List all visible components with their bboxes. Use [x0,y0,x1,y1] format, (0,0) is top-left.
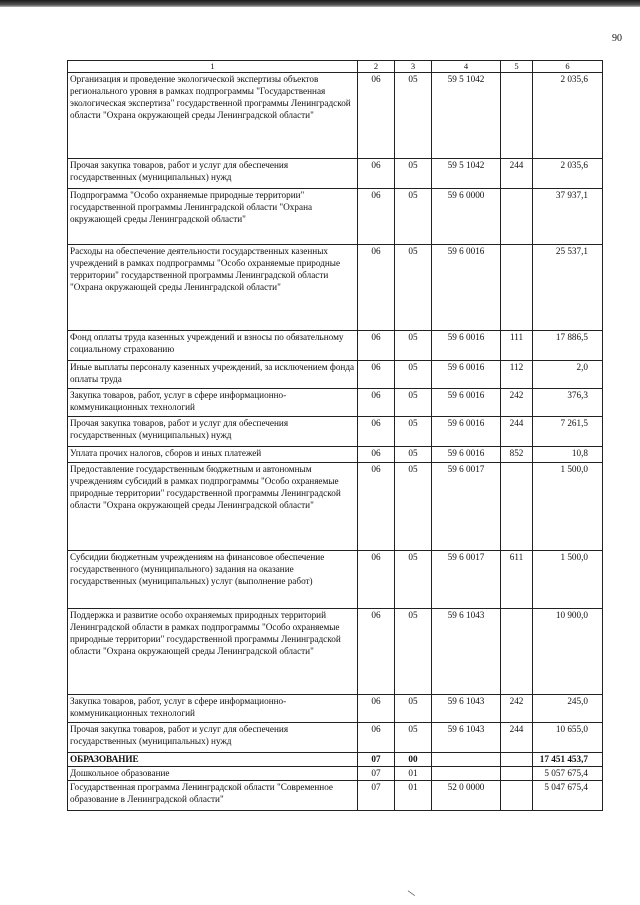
section-cell: 07 [358,753,395,767]
target-article-cell: 59 6 1043 [432,609,501,695]
subsection-cell: 05 [395,695,432,723]
target-article-cell: 59 6 1043 [432,695,501,723]
target-article-cell: 59 6 0016 [432,331,501,361]
target-article-cell: 59 6 0016 [432,361,501,389]
section-cell: 06 [358,389,395,417]
expense-type-cell: 611 [501,551,533,609]
table-row [68,189,603,245]
amount-cell: 17 886,5 [533,331,603,361]
row-name-cell: Поддержка и развитие особо охраняемых природных территорий Ленинградской области в рамках подпрограммы "Особо охраняемые природные территории" государственной программы Ленинградской области "Охрана окружающей среды Ленинградской области" [68,609,358,695]
subsection-cell: 05 [395,609,432,695]
amount-cell: 2 035,6 [533,159,603,189]
target-article-cell: 59 5 1042 [432,159,501,189]
section-cell: 06 [358,609,395,695]
expense-type-cell [501,753,533,767]
column-header: 5 [501,61,533,73]
section-cell: 06 [358,463,395,551]
table-row [68,447,603,463]
section-cell: 06 [358,189,395,245]
expense-type-cell [501,463,533,551]
row-name-cell: Организация и проведение экологической экспертизы объектов регионального уровня в рамках подпрограммы "Государственная экологическая экспертиза" государственной программы Ленинградской области "Охрана окружающей среды Ленинградской области" [68,73,358,159]
subsection-cell: 05 [395,245,432,331]
amount-cell: 10 655,0 [533,723,603,753]
table-row [68,753,603,767]
expense-type-cell: 242 [501,695,533,723]
row-name-cell: Прочая закупка товаров, работ и услуг для обеспечения государственных (муниципальных) нужд [68,417,358,447]
section-cell: 06 [358,447,395,463]
target-article-cell: 59 5 1042 [432,73,501,159]
row-name-cell: Подпрограмма "Особо охраняемые природные территории" государственной программы Ленинградской области "Охрана окружающей среды Ленинградской области" [68,189,358,245]
amount-cell: 5 057 675,4 [533,767,603,781]
section-cell: 06 [358,417,395,447]
expense-type-cell [501,73,533,159]
target-article-cell [432,767,501,781]
section-cell: 06 [358,159,395,189]
expense-type-cell [501,609,533,695]
table-row [68,767,603,781]
section-cell: 06 [358,551,395,609]
amount-cell: 1 500,0 [533,463,603,551]
column-header: 4 [432,61,501,73]
expense-type-cell: 112 [501,361,533,389]
row-name-cell: Закупка товаров, работ, услуг в сфере информационно-коммуникационных технологий [68,389,358,417]
table-row [68,331,603,361]
row-name-cell: Закупка товаров, работ, услуг в сфере информационно-коммуникационных технологий [68,695,358,723]
subsection-cell: 05 [395,331,432,361]
section-cell: 06 [358,695,395,723]
row-name-cell: Иные выплаты персоналу казенных учреждений, за исключением фонда оплаты труда [68,361,358,389]
table-row [68,159,603,189]
subsection-cell: 05 [395,361,432,389]
subsection-cell: 05 [395,417,432,447]
row-name-cell: Государственная программа Ленинградской области "Современное образование в Ленинградской области" [68,781,358,811]
section-cell: 06 [358,331,395,361]
amount-cell: 1 500,0 [533,551,603,609]
expense-type-cell: 242 [501,389,533,417]
row-name-cell: Дошкольное образование [68,767,358,781]
amount-cell: 245,0 [533,695,603,723]
budget-table [67,60,603,811]
subsection-cell: 05 [395,463,432,551]
table-row [68,245,603,331]
target-article-cell: 59 6 0016 [432,389,501,417]
subsection-cell: 01 [395,767,432,781]
subsection-cell: 05 [395,723,432,753]
scan-top-edge [0,0,640,7]
table-header-row [68,61,603,73]
table-row [68,723,603,753]
table-row [68,417,603,447]
expense-type-cell: 244 [501,159,533,189]
row-name-cell: Прочая закупка товаров, работ и услуг для обеспечения государственных (муниципальных) нужд [68,723,358,753]
amount-cell: 7 261,5 [533,417,603,447]
amount-cell: 25 537,1 [533,245,603,331]
expense-type-cell: 111 [501,331,533,361]
table-row [68,609,603,695]
row-name-cell: Предоставление государственным бюджетным и автономным учреждениям субсидий в рамках подпрограммы "Особо охраняемые природные территории" государственной программы Ленинградской области "Охрана окружающей среды Ленинградской области" [68,463,358,551]
table-row [68,389,603,417]
target-article-cell: 59 6 0000 [432,189,501,245]
subsection-cell: 05 [395,189,432,245]
target-article-cell: 52 0 0000 [432,781,501,811]
expense-type-cell [501,189,533,245]
amount-cell: 376,3 [533,389,603,417]
amount-cell: 10 900,0 [533,609,603,695]
row-name-cell: Фонд оплаты труда казенных учреждений и взносы по обязательному социальному страхованию [68,331,358,361]
target-article-cell: 59 6 0016 [432,417,501,447]
column-header: 3 [395,61,432,73]
expense-type-cell: 852 [501,447,533,463]
column-header: 2 [358,61,395,73]
target-article-cell: 59 6 0016 [432,447,501,463]
target-article-cell [432,753,501,767]
table-row [68,361,603,389]
target-article-cell: 59 6 0017 [432,551,501,609]
target-article-cell: 59 6 0016 [432,245,501,331]
amount-cell: 2 035,6 [533,73,603,159]
expense-type-cell [501,767,533,781]
subsection-cell: 00 [395,753,432,767]
expense-type-cell [501,245,533,331]
amount-cell: 5 047 675,4 [533,781,603,811]
table-row [68,781,603,811]
column-header: 6 [533,61,603,73]
expense-type-cell: 244 [501,723,533,753]
section-cell: 06 [358,73,395,159]
amount-cell: 10,8 [533,447,603,463]
subsection-cell: 01 [395,781,432,811]
row-name-cell: Расходы на обеспечение деятельности государственных казенных учреждений в рамках подпрограммы "Особо охраняемые природные территории" государственной программы Ленинградской области "Охрана окружающей среды Ленинградской области" [68,245,358,331]
table-row [68,695,603,723]
section-cell: 06 [358,245,395,331]
table-row [68,73,603,159]
subsection-cell: 05 [395,551,432,609]
section-cell: 07 [358,767,395,781]
section-cell: 06 [358,723,395,753]
amount-cell: 37 937,1 [533,189,603,245]
page-number: 90 [612,33,622,44]
row-name-cell: Субсидии бюджетным учреждениям на финансовое обеспечение государственного (муниципального) задания на оказание государственных (муниципальных) услуг (выполнение работ) [68,551,358,609]
row-name-cell: ОБРАЗОВАНИЕ [68,753,358,767]
table-row [68,463,603,551]
section-cell: 07 [358,781,395,811]
subsection-cell: 05 [395,159,432,189]
handwritten-mark: \ [406,886,417,900]
subsection-cell: 05 [395,73,432,159]
row-name-cell: Уплата прочих налогов, сборов и иных платежей [68,447,358,463]
target-article-cell: 59 6 1043 [432,723,501,753]
amount-cell: 17 451 453,7 [533,753,603,767]
amount-cell: 2,0 [533,361,603,389]
subsection-cell: 05 [395,447,432,463]
expense-type-cell: 244 [501,417,533,447]
section-cell: 06 [358,361,395,389]
expense-type-cell [501,781,533,811]
table-row [68,551,603,609]
row-name-cell: Прочая закупка товаров, работ и услуг для обеспечения государственных (муниципальных) нужд [68,159,358,189]
subsection-cell: 05 [395,389,432,417]
column-header: 1 [68,61,358,73]
target-article-cell: 59 6 0017 [432,463,501,551]
